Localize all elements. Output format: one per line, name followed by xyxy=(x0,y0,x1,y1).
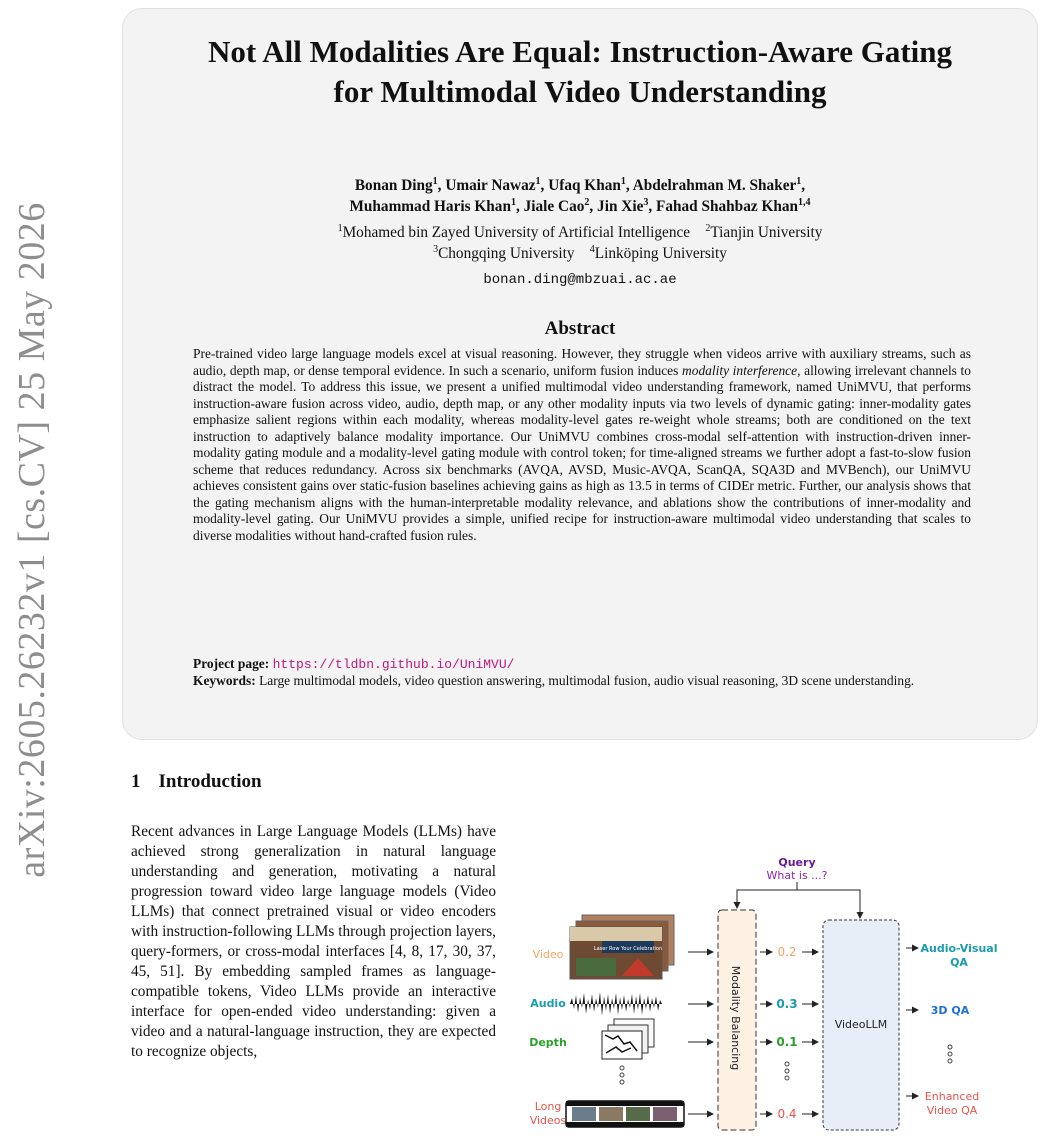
output-enhanced-1: Enhanced xyxy=(924,1090,980,1103)
arxiv-identifier: arXiv:2605.26232v1 [cs.CV] 25 May 2026 xyxy=(11,202,53,878)
intro-paragraph: Recent advances in Large Language Models (LLMs) have achieved strong generalization in natural language understanding and generation, motivating a natural progression toward video large language models (Video LLMs) that connect pretrained visual or video encoders with instruction-following LLMs through projection layers, query-formers, or cross-modal interfaces [4, 8, 17, 30, 37, 45, 51]. By embedding sampled frames as language-compatible tokens, Video LLMs provide an interactive interface for open-ended video understanding: given a video and a natural-language instruction, they are expected to recognize objects, xyxy=(131,823,496,1060)
depth-map-thumbnails xyxy=(602,1019,654,1059)
modality-balancing-label: Modality Balancing xyxy=(729,965,742,1071)
keywords: Keywords: Large multimodal models, video question answering, multimodal fusion, audio visual reasoning, 3D scene understanding. xyxy=(193,673,915,688)
abstract-heading: Abstract xyxy=(544,318,616,339)
output-enhanced-2: Video QA xyxy=(926,1104,978,1117)
video-frames-thumbnail xyxy=(570,915,674,979)
weight-audio: 0.3 xyxy=(776,997,798,1011)
input-label-video: Video xyxy=(532,948,564,961)
method-overview-figure xyxy=(510,848,1020,1138)
output-av-qa-2: QA xyxy=(950,956,968,969)
query-text: What is ...? xyxy=(766,869,828,882)
output-av-qa-1: Audio-Visual xyxy=(920,942,998,955)
long-video-filmstrip xyxy=(566,1101,684,1127)
paper-title: Not All Modalities Are Equal: Instruction-Aware Gating for Multimodal Video Understanding xyxy=(208,34,952,109)
project-page: Project page: https://tldbn.github.io/UniMVU/ xyxy=(193,656,515,672)
contact-email[interactable]: bonan.ding@mbzuai.ac.ae xyxy=(483,272,677,288)
input-label-long-2: Videos xyxy=(529,1114,567,1127)
project-link[interactable]: https://tldbn.github.io/UniMVU/ xyxy=(272,657,515,672)
query-arrow xyxy=(737,882,797,908)
svg-text:Laser Row Your Celebration: Laser Row Your Celebration xyxy=(593,946,663,952)
input-label-depth: Depth xyxy=(529,1036,567,1049)
videollm-label: VideoLLM xyxy=(834,1018,888,1031)
author-list: Bonan Ding$^1$, Umair Nawaz$^1$, Ufaq Khan$^1$, Abdelrahman M. Shaker$^1$, Muhammad Haris Khan$^1$, Jiale Cao$^2$, Jin Xie$^3$, Fahad Shahbaz Khan$^{1,4}$ xyxy=(349,175,811,215)
input-label-long-1: Long xyxy=(534,1100,562,1113)
output-3d-qa: 3D QA xyxy=(930,1004,970,1017)
abstract-body: Pre-trained video large language models excel at visual reasoning. However, they struggle when videos arrive with auxiliary streams, such as audio, depth map, or dense temporal evidence. In such a scenario, uniform fusion induces modality interference, allowing irrelevant channels to distract the model. To address this issue, we present a unified multimodal video understanding framework, named UniMVU, that performs instruction-aware fusion across video, audio, depth map, or any other modality inputs via two levels of dynamic gating: inner-modality gates emphasize salient regions within each modality, whereas modality-level gates re-weight whole streams; both are conditioned on the text instruction to adaptively balance modality importance. Our UniMVU combines cross-modal self-attention with instruction-driven inner-modality gating module and a modality-level gating module with control token; for time-aligned streams we further adopt a fast-to-slow fusion scheme that reduces redundancy. Across six benchmarks (AVQA, AVSD, Music-AVQA, ScanQA, SQA3D and MVBench), our UniMVU achieves consistent gains over static-fusion baselines achieving gains as high as 13.5 in terms of CIDEr metric. Further, our analysis shows that the gating mechanism aligns with the human-interpretable modality relevance, and ablations show the contributions of inner-modality and modality-level gating. Our UniMVU provides a simple, unified recipe for instruction-aware multimodal video understanding that scales to diverse modalities without hand-crafted fusion rules. xyxy=(193,346,971,543)
audio-waveform xyxy=(570,992,662,1016)
input-label-audio: Audio xyxy=(530,997,566,1010)
weight-long-videos: 0.4 xyxy=(777,1107,797,1121)
section-heading: 1 Introduction xyxy=(131,771,262,792)
query-label: Query xyxy=(778,856,816,869)
affiliations: $^1$Mohamed bin Zayed University of Artificial Intelligence $^2$Tianjin University $^3$Chongqing University $^4$Linköping University xyxy=(337,222,823,262)
weight-video: 0.2 xyxy=(777,945,797,959)
weight-depth: 0.1 xyxy=(776,1035,798,1049)
